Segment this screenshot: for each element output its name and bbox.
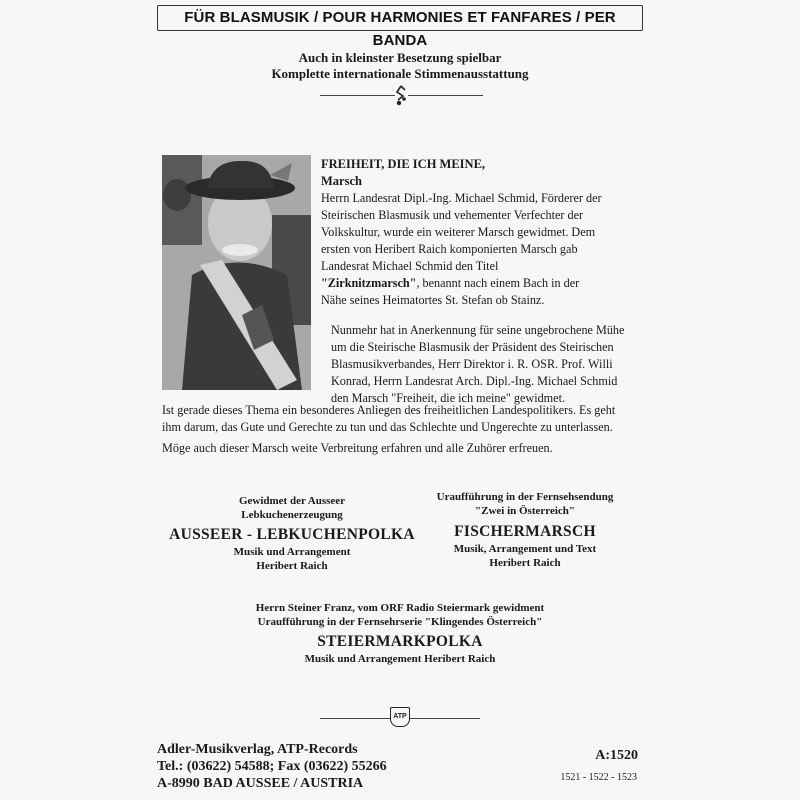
text-line: Steirischen Blasmusik und vehementer Verfechter der bbox=[321, 208, 584, 222]
piece-title: FISCHERMARSCH bbox=[454, 523, 596, 540]
atp-logo: ATP bbox=[390, 707, 410, 727]
address: A-8990 BAD AUSSEE / AUSTRIA bbox=[157, 776, 364, 791]
credit-line: Heribert Raich bbox=[256, 560, 328, 572]
text-line: Landesrat Michael Schmid den Titel bbox=[321, 259, 499, 273]
dedication-line: Gewidmet der Ausseer bbox=[238, 495, 346, 507]
text-line: ersten von Heribert Raich komponierten Marsch gab bbox=[321, 242, 578, 256]
logo-rule-left bbox=[320, 718, 390, 719]
portrait-photo bbox=[162, 155, 311, 390]
text-line: ihm darum, das Gute und Gerechte zu tun und das Schlechte und Ungerechte zu unterlassen. bbox=[162, 420, 613, 434]
text-line: Blasmusikverbandes, Herr Direktor i. R. OSR. Prof. Willi bbox=[331, 357, 613, 371]
credit-line: Heribert Raich bbox=[489, 557, 561, 569]
phone-fax: Tel.: (03622) 54588; Fax (03622) 55266 bbox=[157, 759, 387, 774]
playability-line: Auch in kleinster Besetzung spielbar bbox=[298, 50, 502, 65]
piece-title: STEIERMARKPOLKA bbox=[317, 633, 483, 650]
fischermarsch-block bbox=[420, 490, 630, 570]
premiere-line: Uraufführung in der Fernsehsendung bbox=[436, 491, 614, 503]
catalog-numbers: 1521 - 1522 - 1523 bbox=[560, 772, 637, 783]
text-line: den Marsch "Freiheit, die ich meine" gewidmet. bbox=[331, 391, 565, 405]
article-paragraph-1 bbox=[321, 190, 638, 309]
march-genre: Marsch bbox=[321, 174, 362, 188]
text-line: Ist gerade dieses Thema ein besonderes Anliegen des freiheitlichen Landespolitikers. Es geht bbox=[162, 403, 616, 417]
steiermarkpolka-block bbox=[160, 601, 640, 666]
text-line: Herrn Landesrat Dipl.-Ing. Michael Schmid, Förderer der bbox=[321, 191, 602, 205]
logo-rule-right bbox=[410, 718, 480, 719]
zirknitzmarsch-title: "Zirknitzmarsch" bbox=[321, 276, 417, 290]
article-paragraph-4: Möge auch dieser Marsch weite Verbreitung erfahren und alle Zuhörer erfreuen. bbox=[162, 441, 553, 455]
premiere-line: Uraufführung in der Fernsehrserie "Klingendes Österreich" bbox=[257, 616, 543, 628]
catalog-code: A:1520 bbox=[595, 748, 638, 763]
text-line: Nähe seines Heimatortes St. Stefan ob Stainz. bbox=[321, 293, 545, 307]
article-title bbox=[321, 156, 485, 190]
parts-line: Komplette internationale Stimmenausstattung bbox=[271, 66, 529, 81]
dedication-line: Lebkuchenerzeugung bbox=[241, 509, 343, 521]
text-line: Konrad, Herrn Landesrat Arch. Dipl.-Ing. Michael Schmid bbox=[331, 374, 618, 388]
premiere-line: "Zwei in Österreich" bbox=[475, 505, 575, 517]
music-clef-icon bbox=[393, 84, 409, 108]
ornament-rule-left bbox=[320, 95, 395, 96]
march-title: FREIHEIT, DIE ICH MEINE, bbox=[321, 157, 486, 171]
text-line: Volkskultur, wurde ein weiterer Marsch gewidmet. Dem bbox=[321, 225, 596, 239]
article-paragraph-2 bbox=[331, 322, 638, 407]
text-fragment: , benannt nach einem Bach in der bbox=[416, 276, 580, 290]
publisher-name: Adler-Musikverlag, ATP-Records bbox=[157, 742, 358, 757]
article-paragraph-3 bbox=[162, 402, 642, 436]
text-line bbox=[321, 275, 638, 292]
category-banner: FÜR BLASMUSIK / POUR HARMONIES ET FANFARES / PER BANDA bbox=[157, 5, 643, 31]
text-line: um die Steirische Blasmusik der Präsident des Steirischen bbox=[331, 340, 614, 354]
credit-line: Musik und Arrangement Heribert Raich bbox=[304, 653, 496, 665]
text-line: Nunmehr hat in Anerkennung für seine ungebrochene Mühe bbox=[331, 323, 625, 337]
ornament-rule-right bbox=[408, 95, 483, 96]
publisher-info bbox=[157, 741, 387, 792]
lebkuchenpolka-block bbox=[157, 494, 427, 573]
piece-title: AUSSEER - LEBKUCHENPOLKA bbox=[169, 526, 415, 543]
credit-line: Musik und Arrangement bbox=[233, 546, 351, 558]
credit-line: Musik, Arrangement und Text bbox=[453, 543, 597, 555]
dedication-line: Herrn Steiner Franz, vom ORF Radio Steiermark gewidment bbox=[255, 602, 545, 614]
